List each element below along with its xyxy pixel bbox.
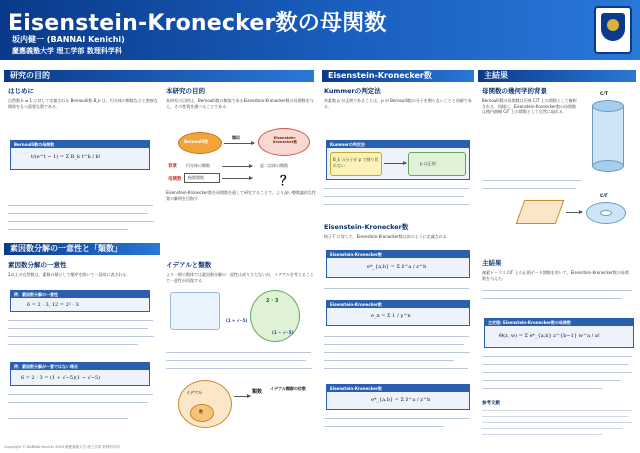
ek-text: 格子 Γ に対して，Eisenstein-Kronecker数は次のように定義される． bbox=[324, 234, 451, 239]
example2-formula: 6 = 2 · 3 = (1 + √−5)(1 − √−5) bbox=[21, 375, 101, 381]
kummer-text: 奇素数 p が正則であることは，p が Bernoulli数の分子を割らないことと同値である． bbox=[324, 98, 472, 109]
bernoulli-formula: t/(e^t − 1) = Σ B_k t^k / k! bbox=[31, 154, 101, 160]
ek-box3-title: Eisenstein-Kronecker数 bbox=[327, 385, 469, 392]
section-prime-factorization: 素因数分解の一意性と「類数」 bbox=[4, 243, 160, 255]
regular-left: B_k の分子が p で割り切れない bbox=[333, 157, 379, 168]
affiliation: 慶應義塾大学 理工学部 数理科学科 bbox=[12, 47, 122, 55]
row2-arrow bbox=[222, 178, 252, 179]
lattice-parallelogram bbox=[516, 200, 565, 224]
kummer-arrow bbox=[384, 163, 406, 164]
divider bbox=[324, 360, 454, 361]
theorem-title: 主定理: Eisenstein-Kronecker数の母関数 bbox=[485, 319, 633, 326]
reference-line bbox=[482, 428, 622, 429]
class-label: 類数 bbox=[252, 389, 263, 395]
cylinder-body bbox=[592, 106, 624, 166]
poster-header bbox=[0, 0, 640, 60]
divider bbox=[8, 213, 148, 214]
divider bbox=[482, 290, 632, 291]
question-mark: ？ bbox=[280, 174, 294, 189]
class-arrow bbox=[234, 396, 250, 397]
poster-title: Eisenstein-Kronecker数の母関数 bbox=[8, 11, 387, 36]
kummer-box-title: Kummerの判定法 bbox=[327, 141, 469, 148]
reference-line bbox=[482, 410, 632, 411]
geom-text: Bernoulli数の母関数は円周 C/T 上の関数として解釈される．同様に，Eisenstein-Kronecker数の母関数は楕円曲線 C/Γ 上の関数として自然に現れる． bbox=[482, 98, 577, 114]
ek-formula: e*_{a,b} = Σ z̄^a / z^b bbox=[367, 264, 427, 270]
references-heading: 参考文献 bbox=[482, 401, 500, 406]
ideal-heading: イデアルと類数 bbox=[166, 261, 212, 269]
ideal-word: イデアル bbox=[186, 390, 202, 395]
example1-box bbox=[10, 290, 150, 312]
row2-left: 指数関数 bbox=[188, 175, 204, 180]
bernoulli-box-title: Bernoulli数の母関数 bbox=[11, 141, 149, 148]
example2-box bbox=[10, 362, 150, 386]
main-heading: 主結果 bbox=[482, 259, 502, 267]
divider bbox=[8, 328, 148, 329]
divider bbox=[324, 288, 469, 289]
divider bbox=[324, 352, 470, 353]
ideal-right: (1 − √−5) bbox=[272, 330, 294, 335]
section-research-goal: 研究の目的 bbox=[4, 70, 314, 82]
divider bbox=[8, 394, 153, 395]
example1-formula: 6 = 2 · 3, 12 = 2² · 3 bbox=[27, 302, 79, 308]
torus-arrow bbox=[566, 212, 582, 213]
circle-label: C/T bbox=[600, 92, 609, 97]
divider bbox=[324, 418, 469, 419]
bernoulli-box bbox=[10, 140, 150, 170]
number-word: 数 bbox=[199, 409, 203, 414]
ek-box2-title: Eisenstein-Kronecker数 bbox=[327, 301, 469, 308]
divider bbox=[324, 426, 444, 427]
kummer-right-card bbox=[408, 152, 466, 176]
uniq-text: 2以上の自然数は，素数の積として順序を除いて一意的に表される． bbox=[8, 272, 131, 277]
kummer-heading: Kummerの判定法 bbox=[324, 87, 381, 95]
divider bbox=[324, 344, 464, 345]
divider bbox=[482, 388, 602, 389]
eisenstein-node-label: Eisenstein-Kronecker数 bbox=[272, 136, 298, 144]
intro-text: 自然数 k ≥ 1 に対して定義される Bernoulli数 B_k は，円分体の類数などと密接な関係をもつ重要な数である． bbox=[8, 98, 158, 109]
divider bbox=[324, 188, 469, 189]
divider bbox=[8, 336, 154, 337]
ideal-note-card bbox=[170, 292, 220, 330]
cylinder-top bbox=[592, 100, 624, 112]
reference-line bbox=[482, 416, 628, 417]
bernoulli-node-label: Bernoulli数 bbox=[184, 139, 209, 144]
divider bbox=[482, 372, 632, 373]
reference-line bbox=[482, 434, 602, 435]
ek-box-2 bbox=[326, 300, 470, 326]
row1-label: 背景 bbox=[168, 164, 177, 169]
regular-right: p は正則 bbox=[420, 161, 436, 166]
divider bbox=[8, 221, 154, 222]
ek-heading: Eisenstein-Kronecker数 bbox=[324, 223, 409, 231]
cylinder-bottom bbox=[592, 160, 624, 172]
author-name: 坂内健一 (BANNAI Kenichi) bbox=[12, 35, 125, 44]
ek-box bbox=[326, 250, 470, 278]
intro-note bbox=[8, 176, 158, 182]
ideal-text: より一般の数体では素因数分解の一意性は成り立たないが，イデアルを考えることで一意性が回復する． bbox=[166, 272, 314, 283]
torus-label: C/Γ bbox=[600, 194, 608, 199]
main-text: 複素トーラス C/Γ 上の正則テータ関数を用いて，Eisenstein-Kronecker数の母関数を与えた． bbox=[482, 270, 629, 281]
torus-hole bbox=[600, 210, 612, 216]
goal-note: Eisenstein-Kronecker数を母関数を通して研究することで，より深い整数論的な性質の解明を目指す． bbox=[166, 190, 316, 201]
example2-title: 例：素因数分解が一意ではない場合 bbox=[11, 363, 149, 370]
section-main-results: 主結果 bbox=[478, 70, 636, 82]
divider bbox=[8, 402, 148, 403]
divider bbox=[324, 204, 470, 205]
footer-copyright: Copyright © BANNAI Kenichi 2009 慶應義塾大学 理工学部 数理科学科 bbox=[4, 445, 120, 449]
section-eisenstein-kronecker: Eisenstein-Kronecker数 bbox=[322, 70, 474, 82]
divider bbox=[482, 356, 632, 357]
ek-box-3 bbox=[326, 384, 470, 410]
divider bbox=[482, 298, 622, 299]
analog-label: 類似 bbox=[232, 135, 240, 140]
divider bbox=[8, 320, 153, 321]
divider bbox=[324, 336, 469, 337]
university-logo bbox=[594, 6, 632, 54]
divider bbox=[482, 380, 620, 381]
divider bbox=[166, 360, 306, 361]
divider bbox=[482, 180, 582, 181]
uniq-heading: 素因数分解の一意性 bbox=[8, 261, 67, 269]
row1-arrow bbox=[222, 166, 252, 167]
ek-formula-2: e_n = Σ 1 / γ^n bbox=[371, 313, 411, 319]
crest-icon bbox=[601, 13, 625, 41]
divider bbox=[166, 352, 311, 353]
intro-heading: はじめに bbox=[8, 87, 34, 95]
divider bbox=[166, 368, 312, 369]
divider bbox=[482, 188, 576, 189]
class-sub: イデアル類群の位数 bbox=[270, 386, 306, 391]
ek-formula-3: e*_{a,b} = Σ z̄^a / z^b bbox=[371, 397, 431, 403]
row2-label: 母関数 bbox=[168, 177, 182, 182]
goal-text: 本研究の目的は，Bernoulli数の類似であるEisenstein-Kronecker数の母関数を与え，その性質を調べることである． bbox=[166, 98, 314, 109]
divider bbox=[324, 368, 468, 369]
ideal-left: (1 + √−5) bbox=[226, 318, 248, 323]
divider bbox=[482, 364, 628, 365]
theorem-formula: Θ(z, w) = Σ e*_{a,b} z^{b−1} w^a / a! bbox=[499, 333, 600, 339]
analog-arrow bbox=[224, 143, 254, 144]
reference-line bbox=[482, 422, 632, 423]
divider bbox=[8, 418, 128, 419]
divider bbox=[8, 229, 128, 230]
ideal-center: 2 · 3 bbox=[266, 298, 279, 304]
theorem-box bbox=[484, 318, 634, 348]
row1-right: 虚二次体の類数 bbox=[260, 163, 288, 168]
ek-box-title: Eisenstein-Kronecker数 bbox=[327, 251, 469, 258]
goal-heading: 本研究の目的 bbox=[166, 87, 205, 95]
divider bbox=[8, 344, 138, 345]
divider bbox=[8, 205, 153, 206]
example1-title: 例：素因数分解の一意性 bbox=[11, 291, 149, 298]
divider bbox=[324, 196, 464, 197]
geom-heading: 母関数の幾何学的背景 bbox=[482, 87, 547, 95]
row1-left: 円分体の類数 bbox=[186, 163, 210, 168]
